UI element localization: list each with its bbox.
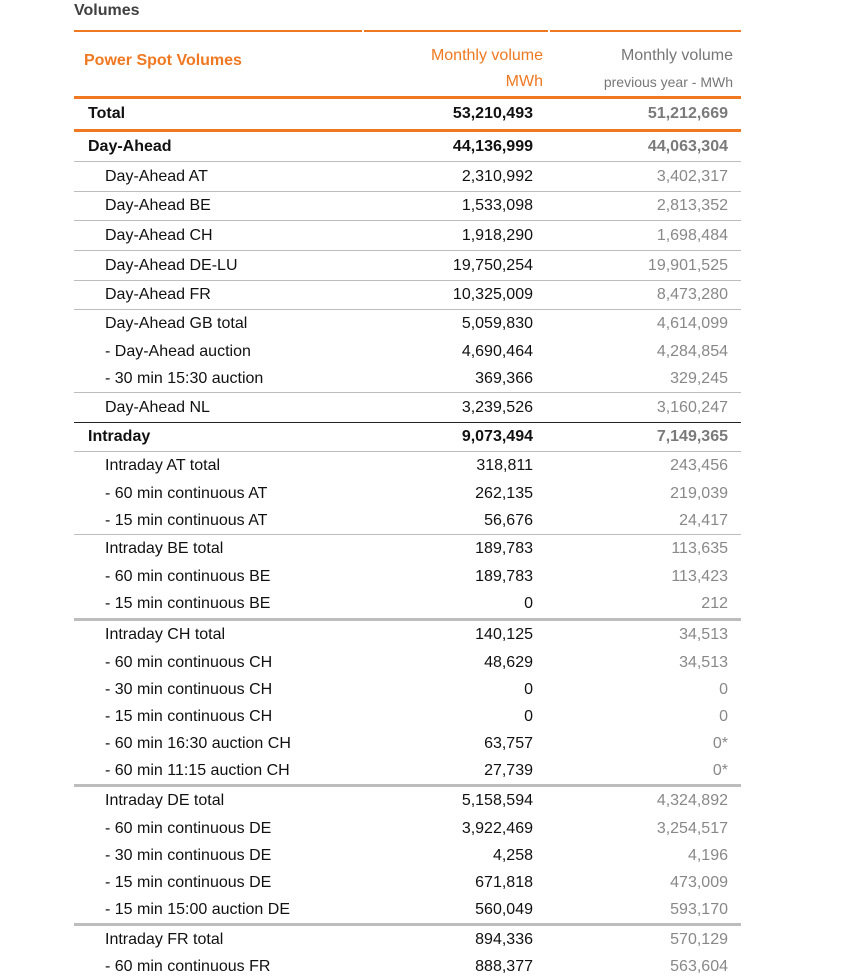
row-current-volume: 140,125 xyxy=(475,626,533,643)
row-label: Day-Ahead FR xyxy=(105,286,211,303)
section-heading: Volumes xyxy=(74,2,140,19)
row-current-volume: 63,757 xyxy=(484,735,533,752)
row-label: - 60 min continuous DE xyxy=(105,820,272,837)
row-previous-volume: 570,129 xyxy=(670,931,728,948)
row-current-volume: 4,690,464 xyxy=(461,343,533,360)
row-previous-volume: 24,417 xyxy=(679,512,728,529)
row-current-volume: 3,922,469 xyxy=(461,820,533,837)
row-previous-volume: 329,245 xyxy=(670,370,728,387)
table-row xyxy=(74,452,741,480)
row-label: - 15 min continuous CH xyxy=(105,708,273,725)
table-row xyxy=(74,703,741,730)
row-previous-volume: 563,604 xyxy=(670,958,728,975)
row-current-volume: 5,059,830 xyxy=(461,315,533,332)
row-label: - 30 min 15:30 auction xyxy=(105,370,264,387)
row-current-volume: 44,136,999 xyxy=(452,138,533,155)
row-label: - 60 min continuous AT xyxy=(105,485,268,502)
table-row xyxy=(74,896,741,923)
row-current-volume: 53,210,493 xyxy=(452,105,533,122)
table-row xyxy=(74,281,741,309)
table-row xyxy=(74,563,741,590)
row-current-volume: 9,073,494 xyxy=(461,428,533,445)
row-label: Intraday FR total xyxy=(105,931,224,948)
table-row xyxy=(74,815,741,842)
row-current-volume: 4,258 xyxy=(492,847,533,864)
row-previous-volume: 34,513 xyxy=(679,654,728,671)
row-label: Intraday BE total xyxy=(105,540,224,557)
table-row xyxy=(74,310,741,338)
table-row xyxy=(74,99,741,129)
row-label: Day-Ahead xyxy=(88,138,172,155)
row-label: - 60 min continuous FR xyxy=(105,958,271,975)
row-label: - 60 min continuous CH xyxy=(105,654,273,671)
previous-volume-header-line2: previous year - MWh xyxy=(603,74,733,90)
row-label: Day-Ahead AT xyxy=(105,168,208,185)
row-label: - 15 min continuous AT xyxy=(105,512,268,529)
table-row xyxy=(74,535,741,563)
row-current-volume: 0 xyxy=(524,681,533,698)
row-current-volume: 5,158,594 xyxy=(461,792,533,809)
table-row xyxy=(74,649,741,676)
row-current-volume: 56,676 xyxy=(484,512,533,529)
row-previous-volume: 34,513 xyxy=(679,626,728,643)
table-row xyxy=(74,132,741,161)
row-label: - 60 min continuous BE xyxy=(105,568,271,585)
row-label: Day-Ahead BE xyxy=(105,197,211,214)
row-previous-volume: 113,423 xyxy=(671,568,728,585)
table-row xyxy=(74,590,741,618)
row-previous-volume: 0 xyxy=(719,708,728,725)
table-header xyxy=(74,30,741,96)
row-previous-volume: 473,009 xyxy=(670,874,728,891)
table-row xyxy=(74,192,741,220)
current-volume-header-line1: Monthly volume xyxy=(430,47,543,64)
row-previous-volume: 113,635 xyxy=(671,540,728,557)
table-row xyxy=(74,423,741,451)
row-label: Total xyxy=(88,105,126,122)
row-previous-volume: 44,063,304 xyxy=(647,138,728,155)
row-previous-volume: 0 xyxy=(719,681,728,698)
row-label: Intraday AT total xyxy=(105,457,221,474)
row-current-volume: 3,239,526 xyxy=(461,399,533,416)
row-previous-volume: 3,402,317 xyxy=(656,168,728,185)
row-previous-volume: 19,901,525 xyxy=(647,257,728,274)
current-volume-header-line2: MWh xyxy=(505,73,543,90)
row-label: Intraday CH total xyxy=(105,626,226,643)
row-label: - 60 min 11:15 auction CH xyxy=(105,762,290,779)
table-row xyxy=(74,926,741,953)
row-previous-volume: 219,039 xyxy=(670,485,728,502)
row-label: - 15 min 15:00 auction DE xyxy=(105,901,290,918)
row-current-volume: 888,377 xyxy=(475,958,533,975)
table-row xyxy=(74,676,741,703)
table-row xyxy=(74,480,741,507)
row-current-volume: 2,310,992 xyxy=(461,168,533,185)
row-label: Day-Ahead DE-LU xyxy=(105,257,238,274)
row-current-volume: 27,739 xyxy=(484,762,533,779)
row-previous-volume: 212 xyxy=(701,595,728,612)
row-label: Day-Ahead NL xyxy=(105,399,210,416)
row-current-volume: 19,750,254 xyxy=(452,257,533,274)
table-row xyxy=(74,393,741,422)
row-previous-volume: 51,212,669 xyxy=(647,105,728,122)
row-label: Intraday xyxy=(88,428,151,445)
row-label: - Day-Ahead auction xyxy=(105,343,251,360)
table-row xyxy=(74,621,741,649)
table-row xyxy=(74,162,741,191)
table-row xyxy=(74,251,741,280)
row-current-volume: 48,629 xyxy=(484,654,533,671)
row-current-volume: 1,533,098 xyxy=(461,197,533,214)
table-title: Power Spot Volumes xyxy=(84,52,242,69)
row-previous-volume: 4,324,892 xyxy=(656,792,728,809)
table-row xyxy=(74,953,741,980)
row-label: - 15 min continuous DE xyxy=(105,874,272,891)
row-previous-volume: 7,149,365 xyxy=(656,428,728,445)
previous-volume-header xyxy=(604,43,733,95)
table-body xyxy=(74,96,741,980)
row-label: Day-Ahead CH xyxy=(105,227,213,244)
row-current-volume: 189,783 xyxy=(475,568,533,585)
row-label: Day-Ahead GB total xyxy=(105,315,248,332)
row-current-volume: 0 xyxy=(524,708,533,725)
row-current-volume: 671,818 xyxy=(475,874,533,891)
row-current-volume: 894,336 xyxy=(475,931,533,948)
row-previous-volume: 8,473,280 xyxy=(656,286,728,303)
row-previous-volume: 3,160,247 xyxy=(656,399,728,416)
row-label: Intraday DE total xyxy=(105,792,225,809)
power-spot-volumes-table xyxy=(74,30,741,980)
table-row xyxy=(74,869,741,896)
table-row xyxy=(74,730,741,757)
row-label: - 30 min continuous CH xyxy=(105,681,273,698)
table-row xyxy=(74,365,741,392)
row-previous-volume: 0* xyxy=(712,762,728,779)
row-current-volume: 0 xyxy=(524,595,533,612)
table-row xyxy=(74,221,741,250)
row-label: - 15 min continuous BE xyxy=(105,595,271,612)
previous-volume-header-line1: Monthly volume xyxy=(620,47,733,64)
row-label: - 30 min continuous DE xyxy=(105,847,272,864)
row-previous-volume: 1,698,484 xyxy=(656,227,728,244)
row-current-volume: 560,049 xyxy=(475,901,533,918)
table-row xyxy=(74,338,741,365)
row-previous-volume: 4,284,854 xyxy=(656,343,728,360)
table-row xyxy=(74,787,741,815)
row-previous-volume: 0* xyxy=(712,735,728,752)
row-previous-volume: 243,456 xyxy=(670,457,728,474)
table-row xyxy=(74,842,741,869)
current-volume-header xyxy=(431,43,543,95)
row-previous-volume: 4,196 xyxy=(687,847,728,864)
row-current-volume: 10,325,009 xyxy=(452,286,533,303)
table-row xyxy=(74,757,741,784)
row-previous-volume: 4,614,099 xyxy=(656,315,728,332)
row-previous-volume: 3,254,517 xyxy=(656,820,728,837)
row-current-volume: 262,135 xyxy=(475,485,533,502)
row-current-volume: 318,811 xyxy=(476,457,533,474)
row-current-volume: 369,366 xyxy=(475,370,533,387)
row-previous-volume: 2,813,352 xyxy=(656,197,728,214)
row-current-volume: 1,918,290 xyxy=(461,227,533,244)
row-previous-volume: 593,170 xyxy=(670,901,728,918)
table-row xyxy=(74,507,741,534)
row-label: - 60 min 16:30 auction CH xyxy=(105,735,291,752)
row-current-volume: 189,783 xyxy=(475,540,533,557)
